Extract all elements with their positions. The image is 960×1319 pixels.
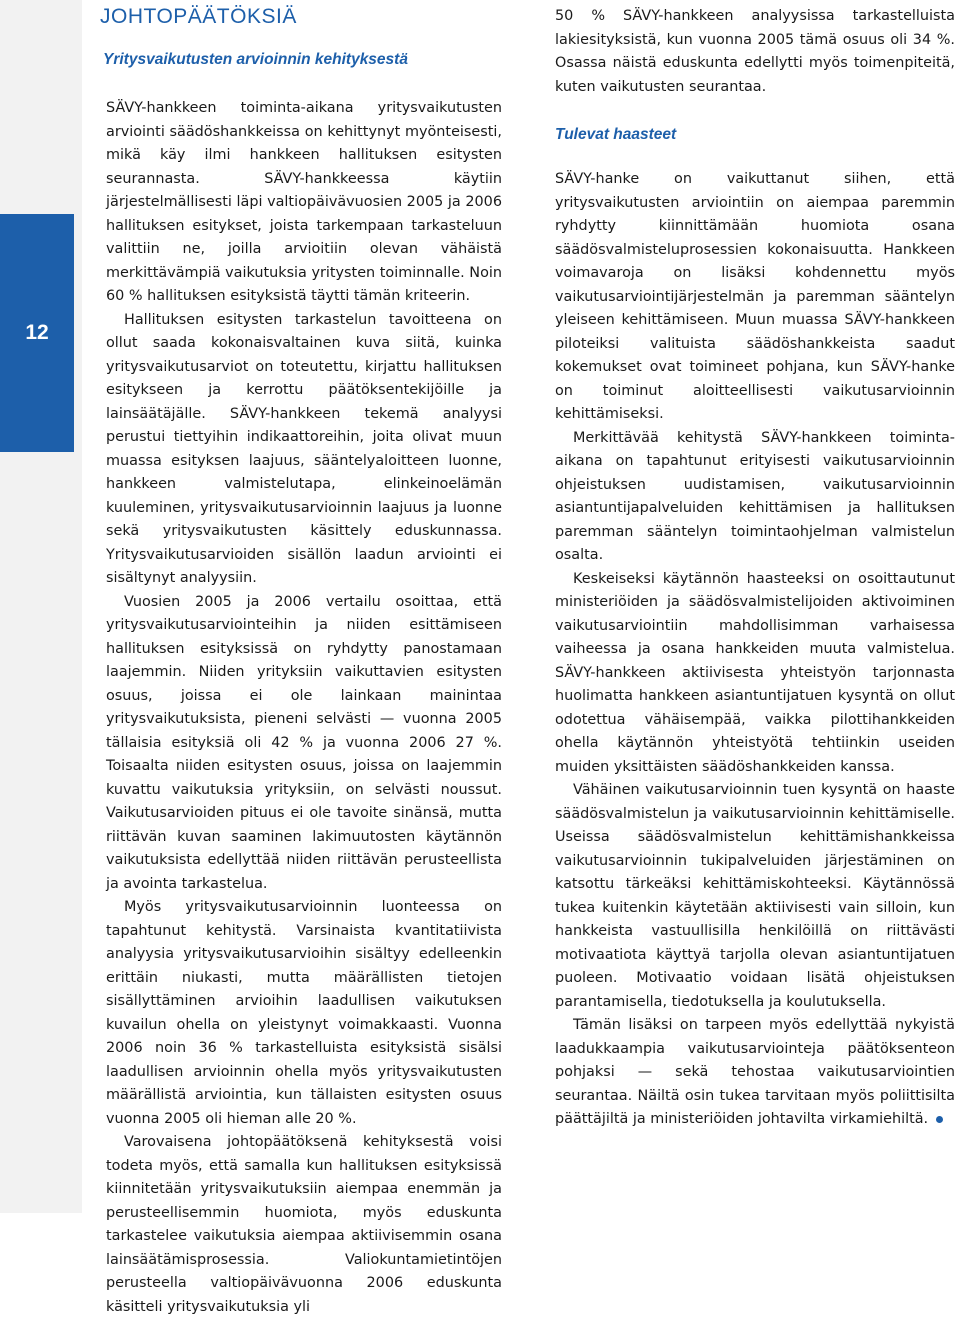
left-column-body xyxy=(106,97,502,1319)
paragraph: 50 % SÄVY-hankkeen analyysissa tarkastelluista lakiesityksistä, kun vuonna 2005 tämä osuus oli 34 %. Osassa näistä eduskunta edellytti myös toimenpiteitä, kuten vaikutusten seurantaa. xyxy=(555,8,955,95)
paragraph: SÄVY-hanke on vaikuttanut siihen, että yritysvaikutusten arviointiin on aiempaa paremmin ryhdytty kiinnittämään huomiota osana säädösvalmisteluprosessien kokonaisuutta. Hankkeen voimavaroja on lisäksi kohdennettu myös vaikutusarviointijärjestelmän ja paremman sääntelyn yleiseen kehittämiseen. Muun muassa SÄVY-hankkeen piloteiksi valituista säädöshankkeista saadut kokemukset ovat toimineet pohjana, kun SÄVY-hanke on toiminut aloitteellisesti vaikutusarvioinnin kehittämiseksi. xyxy=(555,171,955,422)
paragraph: Myös yritysvaikutusarvioinnin luonteessa on tapahtunut kehitystä. Varsinaista kvantitatiivista analyysia yritysvaikutusarvioihin sisältyy edelleenkin erittäin niukasti, mutta määrällisten tietojen sisällyttäminen arvioihin laadullisen vaikutuksen kuvailun ohella on yleistynyt voimakkaasti. Vuonna 2006 noin 36 % tarkastelluista esityksistä sisälsi laadullisen arvioinnin ohella myös yritysvaikutusten määrällistä arviointia, kun tällaisten esitysten osuus vuonna 2005 oli hieman alle 20 %. xyxy=(106,899,502,1127)
right-column-body xyxy=(555,168,955,1132)
paragraph: Vähäinen vaikutusarvioinnin tuen kysyntä on haaste säädösvalmistelun ja vaikutusarvioinnin kehittämiselle. Useissa säädösvalmistelun kehittämishankkeissa vaikutusarvioinnin tukipalveluiden järjestäminen on katsottu tärkeäksi kehittämiskohteeksi. Käytännössä tukea kuitenkin käytetään aktiivisesti vain silloin, kun hankkeista vastuullisilla henkilöillä on riittävästi motivaatiota käyttyä tarjolla olevan asiantuntijatuen puoleen. Motivaatio voidaan lisätä ohjeistuksen parantamisella, tiedotuksella ja koulutuksella. xyxy=(555,782,955,1010)
page-number: 12 xyxy=(25,321,49,344)
paragraph: Merkittävää kehitystä SÄVY-hankkeen toiminta-aikana on tapahtunut erityisesti vaikutusarvioinnin ohjeistuksen uudistamisen, vaikutusarvioinnin asiantuntijapalveluiden kehittämisen ja hallituksen paremman sääntelyn toimintaohjelman valmistelun osalta. xyxy=(555,429,955,563)
paragraph: Keskeiseksi käytännön haasteeksi on osoittautunut ministeriöiden ja säädösvalmistelijoiden aktivoiminen vaikutusarviointiin mahdollisimman varhaisessa vaiheessa ja osana hankkeiden muuta valmistelua. SÄVY-hankkeen aktiivisesta yhteistyön tarjonnasta huolimatta hankkeen asiantuntijatuen kysyntä on ollut odotettua vähäisempää, vaikka pilottihankkeiden ohella käytännön yhteistyötä tehtiinkin useiden muiden yksittäisten säädöshankkeiden kanssa. xyxy=(555,570,955,775)
chapter-title: JOHTOPÄÄTÖKSIÄ xyxy=(100,5,297,28)
right-column-continuation xyxy=(555,5,955,99)
end-bullet-icon xyxy=(936,1116,943,1123)
section-heading-future-challenges: Tulevat haasteet xyxy=(555,126,677,143)
paragraph: Varovaisena johtopäätöksenä kehityksestä voisi todeta myös, että samalla kun hallituksen esityksissä kiinnitetään yritysvaikutuksiin aiempaa enemmän ja perusteellisemmin huomiota, myös eduskunta tarkastelee vaikutuksia aiempaa aktiivisemmin osana lainsäätämisprosessia. Valiokuntamietintöjen perusteella valtiopäivävuonna 2006 eduskunta käsitteli yritysvaikutuksia yli xyxy=(106,1134,502,1315)
page-number-tab xyxy=(0,214,74,452)
paragraph: Vuosien 2005 ja 2006 vertailu osoittaa, että yritysvaikutusarviointeihin ja niiden esittämiseen hallituksen esityksissä on ryhdytty panostamaan laajemmin. Niiden yrityksiin vaikuttavien esitysten osuus, joissa ei ole lainkaan mainintaa yritysvaikutuksista, pieneni selvästi — vuonna 2005 tällaisia esityksiä oli 42 % ja vuonna 2006 27 %. Toisaalta niiden esitysten osuus, joissa on laajemmin kuvattu vaikutuksia yrityksiin, on selvästi noussut. Vaikutusarvioiden pituus ei ole tavoite sinänsä, mutta riittävän kuvan saaminen lakimuutosten käytännön vaikutuksista edellyttää niiden riittävän perusteellista ja avointa tarkastelua. xyxy=(106,593,502,892)
section-heading-development: Yritysvaikutusten arvioinnin kehityksestä xyxy=(103,51,408,68)
paragraph: SÄVY-hankkeen toiminta-aikana yritysvaikutusten arviointi säädöshankkeissa on kehittynyt myönteisesti, mikä käy ilmi hankkeen hallituksen esitysten seurannasta. SÄVY-hankkeessa käytiin järjestelmällisesti läpi valtiopäivävuosien 2005 ja 2006 hallituksen esitykset, joista tarkempaan tarkasteluun valittiin ne, joilla arvioitiin olevan vähäistä merkittävämpiä vaikutuksia yritysten toiminnalle. Noin 60 % hallituksen esityksistä täytti tämän kriteerin. xyxy=(106,100,502,304)
paragraph-final xyxy=(555,1014,955,1132)
paragraph: Hallituksen esitysten tarkastelun tavoitteena on ollut saada kokonaisvaltainen kuva siitä, kuinka yritysvaikutusarviot on toteutettu, kirjattu hallituksen esitykseen ja kerrottu päätöksentekijöille ja lainsäätäjälle. SÄVY-hankkeen tekemä analyysi perustui tiettyihin indikaattoreihin, joita olivat muun muassa esityksen laajuus, sääntelyaloitteen luonne, hankkeen valmistelutapa, elinkeinoelämän kuuleminen, yritysvaikutusarvioinnin laajuus ja luonne sekä yritysvaikutusten käsittely eduskunnassa. Yritysvaikutusarvioiden sisällön laadun arviointi ei sisältynyt analyysiin. xyxy=(106,311,502,586)
paragraph-text: Tämän lisäksi on tarpeen myös edellyttää nykyistä laadukkaampia vaikutusarviointeja päätöksenteon pohjaksi — sekä tehostaa vaikutusarviointien seurantaa. Näiltä osin tukea tarvitaan myös poliittisilta päättäjiltä ja ministeriöiden johtavilta virkamiehiltä. xyxy=(555,1017,955,1127)
left-margin-bar xyxy=(0,0,82,1213)
